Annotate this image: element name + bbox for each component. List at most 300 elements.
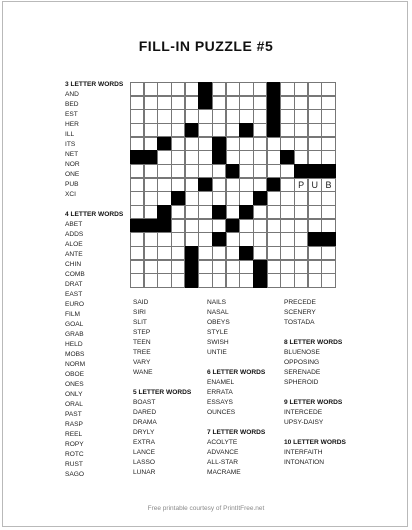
word-list-item: EAST <box>65 291 83 298</box>
grid-cell-black <box>308 164 322 178</box>
grid-cell[interactable] <box>130 246 144 260</box>
grid-cell[interactable] <box>144 96 158 110</box>
word-list-column-3 <box>207 298 265 478</box>
word-list-item: HER <box>65 121 79 128</box>
grid-cell[interactable] <box>226 150 240 164</box>
grid-cell[interactable] <box>171 109 185 123</box>
grid-cell[interactable] <box>267 260 281 274</box>
grid-cell[interactable] <box>226 109 240 123</box>
list-spacer <box>207 358 265 368</box>
grid-cell[interactable] <box>212 96 226 110</box>
grid-cell[interactable] <box>308 246 322 260</box>
grid-cell[interactable] <box>308 82 322 96</box>
grid-cell-black <box>212 150 226 164</box>
grid-cell[interactable] <box>198 205 212 219</box>
grid-cell[interactable] <box>157 109 171 123</box>
grid-cell-black <box>267 96 281 110</box>
word-list-item: OPPOSING <box>284 359 320 366</box>
grid-cell[interactable] <box>144 109 158 123</box>
grid-cell-black <box>198 82 212 96</box>
word-list-item: HELD <box>65 341 83 348</box>
grid-cell[interactable] <box>308 260 322 274</box>
word-list-item: ADDS <box>65 231 84 238</box>
grid-cell-black <box>171 191 185 205</box>
grid-cell[interactable] <box>239 164 253 178</box>
grid-cell[interactable] <box>198 109 212 123</box>
grid-cell[interactable] <box>267 246 281 260</box>
grid-cell[interactable] <box>294 219 308 233</box>
grid-cell-black <box>130 150 144 164</box>
grid-cell[interactable] <box>144 123 158 137</box>
grid-cell[interactable] <box>130 232 144 246</box>
list-spacer <box>284 328 346 338</box>
word-list-item: WANE <box>133 369 153 376</box>
word-list-item: BLUENOSE <box>284 349 320 356</box>
grid-cell[interactable] <box>130 164 144 178</box>
grid-cell[interactable] <box>280 260 294 274</box>
word-list-item: COMB <box>65 271 85 278</box>
grid-cell[interactable] <box>144 178 158 192</box>
grid-cell[interactable] <box>144 205 158 219</box>
grid-cell[interactable] <box>198 191 212 205</box>
word-list-item: ERRATA <box>207 389 233 396</box>
grid-cell[interactable] <box>185 96 199 110</box>
grid-cell[interactable] <box>157 82 171 96</box>
word-list-item: SLIT <box>133 319 147 326</box>
grid-cell[interactable] <box>294 260 308 274</box>
grid-cell[interactable] <box>185 109 199 123</box>
word-list-column-4 <box>284 298 346 468</box>
grid-cell[interactable] <box>157 191 171 205</box>
grid-cell[interactable] <box>267 164 281 178</box>
grid-cell[interactable] <box>171 150 185 164</box>
grid-cell[interactable] <box>185 191 199 205</box>
grid-cell[interactable] <box>212 123 226 137</box>
grid-cell[interactable] <box>239 82 253 96</box>
grid-cell-black <box>226 164 240 178</box>
word-length-heading: 7 LETTER WORDS <box>207 429 266 436</box>
grid-cell[interactable] <box>171 137 185 151</box>
grid-cell[interactable] <box>321 246 335 260</box>
word-length-heading: 8 LETTER WORDS <box>284 339 343 346</box>
grid-cell[interactable] <box>212 191 226 205</box>
grid-cell[interactable] <box>294 191 308 205</box>
grid-cell[interactable] <box>144 164 158 178</box>
grid-cell[interactable] <box>198 246 212 260</box>
word-list-item: ORAL <box>65 401 83 408</box>
word-list-item: SPHEROID <box>284 379 319 386</box>
grid-cell-black <box>144 219 158 233</box>
grid-cell[interactable] <box>212 82 226 96</box>
word-length-heading: 5 LETTER WORDS <box>133 389 192 396</box>
grid-cell[interactable] <box>280 109 294 123</box>
grid-cell[interactable] <box>198 164 212 178</box>
grid-cell[interactable] <box>253 246 267 260</box>
grid-cell[interactable] <box>130 109 144 123</box>
grid-cell-black <box>253 191 267 205</box>
grid-cell[interactable] <box>212 109 226 123</box>
grid-cell[interactable] <box>130 137 144 151</box>
grid-cell[interactable] <box>253 205 267 219</box>
grid-cell[interactable] <box>239 260 253 274</box>
grid-cell[interactable] <box>185 232 199 246</box>
grid-cell[interactable] <box>144 191 158 205</box>
grid-cell[interactable] <box>239 109 253 123</box>
word-list-item: ACOLYTE <box>207 439 238 446</box>
grid-cell[interactable] <box>185 205 199 219</box>
grid-cell-black <box>239 123 253 137</box>
grid-cell[interactable] <box>308 205 322 219</box>
grid-cell[interactable] <box>198 123 212 137</box>
grid-cell-black <box>267 178 281 192</box>
grid-cell[interactable] <box>321 150 335 164</box>
grid-cell-black <box>144 150 158 164</box>
grid-cell[interactable] <box>294 178 308 192</box>
word-list-item: SIRI <box>133 309 146 316</box>
word-list-item: GRAB <box>65 331 84 338</box>
grid-cell[interactable] <box>267 273 281 287</box>
grid-cell[interactable] <box>267 232 281 246</box>
grid-cell-letter: B <box>325 179 332 190</box>
grid-cell[interactable] <box>130 273 144 287</box>
grid-cell[interactable] <box>308 123 322 137</box>
grid-cell[interactable] <box>280 137 294 151</box>
grid-cell[interactable] <box>239 219 253 233</box>
grid-cell[interactable] <box>157 260 171 274</box>
grid-cell[interactable] <box>321 205 335 219</box>
grid-cell[interactable] <box>212 219 226 233</box>
grid-cell[interactable] <box>198 260 212 274</box>
grid-cell[interactable] <box>144 232 158 246</box>
grid-cell[interactable] <box>280 191 294 205</box>
grid-cell[interactable] <box>253 232 267 246</box>
grid-cell[interactable] <box>226 96 240 110</box>
grid-cell[interactable] <box>144 246 158 260</box>
grid-cell-black <box>212 232 226 246</box>
grid-cell[interactable] <box>321 82 335 96</box>
word-list-item: DARED <box>133 409 157 416</box>
grid-cell-black <box>226 219 240 233</box>
word-length-heading: 6 LETTER WORDS <box>207 369 266 376</box>
grid-cell-letter: P <box>298 179 305 190</box>
grid-cell[interactable] <box>198 150 212 164</box>
grid-cell[interactable] <box>226 178 240 192</box>
grid-cell[interactable] <box>212 178 226 192</box>
grid-cell-letter: U <box>311 179 319 190</box>
grid-cell[interactable] <box>157 164 171 178</box>
grid-cell[interactable] <box>226 123 240 137</box>
grid-cell[interactable] <box>226 246 240 260</box>
grid-cell[interactable] <box>157 246 171 260</box>
word-list-item: TREE <box>133 349 151 356</box>
word-list-item: LUNAR <box>133 469 156 476</box>
grid-cell[interactable] <box>130 178 144 192</box>
word-list-item: STYLE <box>207 329 228 336</box>
word-list-column-1 <box>65 80 123 480</box>
grid-cell[interactable] <box>171 205 185 219</box>
grid-cell-black <box>294 164 308 178</box>
grid-cell[interactable] <box>171 260 185 274</box>
grid-cell[interactable] <box>185 219 199 233</box>
word-list-item: DRAMA <box>133 419 157 426</box>
grid-cell[interactable] <box>294 150 308 164</box>
grid-cell[interactable] <box>321 219 335 233</box>
grid-cell-black <box>185 246 199 260</box>
word-list-item: INTERFAITH <box>284 449 323 456</box>
grid-cell[interactable] <box>171 164 185 178</box>
grid-cell[interactable] <box>308 150 322 164</box>
grid-cell-black <box>157 137 171 151</box>
grid-cell[interactable] <box>226 273 240 287</box>
word-list-item: MACRAME <box>207 469 241 476</box>
crossword-grid <box>130 82 335 287</box>
word-list-item: ONLY <box>65 391 83 398</box>
grid-cell[interactable] <box>280 219 294 233</box>
grid-cell[interactable] <box>294 205 308 219</box>
word-list-item: AND <box>65 91 79 98</box>
grid-cell[interactable] <box>239 191 253 205</box>
word-list-item: NAILS <box>207 299 227 306</box>
word-list-item: OBOE <box>65 371 85 378</box>
grid-cell[interactable] <box>198 273 212 287</box>
word-list-item: NOR <box>65 161 80 168</box>
grid-cell[interactable] <box>198 232 212 246</box>
grid-cell[interactable] <box>280 82 294 96</box>
grid-cell-black <box>267 82 281 96</box>
grid-cell[interactable] <box>321 137 335 151</box>
grid-cell[interactable] <box>321 273 335 287</box>
word-list-item: NET <box>65 151 79 158</box>
word-list-item: ILL <box>65 131 75 138</box>
word-list-item: ROPY <box>65 441 84 448</box>
grid-cell[interactable] <box>253 164 267 178</box>
grid-cell[interactable] <box>185 178 199 192</box>
list-spacer <box>284 388 346 398</box>
grid-cell[interactable] <box>280 273 294 287</box>
list-spacer <box>65 200 123 210</box>
word-list-item: INTONATION <box>284 459 325 466</box>
grid-cell[interactable] <box>239 232 253 246</box>
word-list-item: RUST <box>65 461 83 468</box>
footer-credit: Free printable courtesy of PrintItFree.net <box>147 505 265 512</box>
grid-cell[interactable] <box>267 205 281 219</box>
grid-cell[interactable] <box>144 273 158 287</box>
grid-cell[interactable] <box>226 232 240 246</box>
grid-cell[interactable] <box>321 260 335 274</box>
grid-cell-black <box>185 260 199 274</box>
grid-cell[interactable] <box>226 260 240 274</box>
grid-cell[interactable] <box>253 137 267 151</box>
grid-cell-black <box>185 273 199 287</box>
grid-cell-black <box>267 123 281 137</box>
grid-cell[interactable] <box>253 150 267 164</box>
page-title: FILL-IN PUZZLE #5 <box>138 38 274 54</box>
word-list-item: INTERCEDE <box>284 409 323 416</box>
word-list-item: CHIN <box>65 261 82 268</box>
word-list-item: BOAST <box>133 399 156 406</box>
grid-cell-black <box>321 164 335 178</box>
grid-cell[interactable] <box>294 82 308 96</box>
grid-cell[interactable] <box>253 178 267 192</box>
list-spacer <box>207 418 265 428</box>
grid-cell[interactable] <box>171 246 185 260</box>
grid-cell[interactable] <box>212 164 226 178</box>
word-list-item: ANTE <box>65 251 83 258</box>
grid-cell[interactable] <box>267 137 281 151</box>
grid-cell-black <box>253 273 267 287</box>
grid-cell[interactable] <box>294 232 308 246</box>
grid-cell[interactable] <box>294 109 308 123</box>
grid-cell[interactable] <box>130 96 144 110</box>
word-length-heading: 4 LETTER WORDS <box>65 211 124 218</box>
grid-cell-black <box>253 260 267 274</box>
word-list-item: OBEYS <box>207 319 230 326</box>
grid-cell[interactable] <box>171 219 185 233</box>
grid-cell[interactable] <box>294 273 308 287</box>
word-list-item: ITS <box>65 141 76 148</box>
grid-cell[interactable] <box>185 82 199 96</box>
grid-cell[interactable] <box>321 191 335 205</box>
grid-cell[interactable] <box>171 178 185 192</box>
grid-cell-black <box>321 232 335 246</box>
grid-cell[interactable] <box>239 137 253 151</box>
grid-cell[interactable] <box>157 232 171 246</box>
grid-cell[interactable] <box>171 96 185 110</box>
grid-cell-black <box>185 123 199 137</box>
grid-cell[interactable] <box>280 205 294 219</box>
grid-cell[interactable] <box>130 260 144 274</box>
grid-cell[interactable] <box>171 123 185 137</box>
word-list-item: LANCE <box>133 449 155 456</box>
grid-cell[interactable] <box>308 137 322 151</box>
grid-cell-black <box>198 96 212 110</box>
grid-cell[interactable] <box>226 137 240 151</box>
grid-cell[interactable] <box>294 246 308 260</box>
grid-cell[interactable] <box>280 246 294 260</box>
word-list-item: EST <box>65 111 78 118</box>
grid-cell-black <box>280 150 294 164</box>
grid-cell[interactable] <box>308 178 322 192</box>
grid-cell[interactable] <box>185 164 199 178</box>
word-list-item: DRYLY <box>133 429 155 436</box>
grid-cell[interactable] <box>280 232 294 246</box>
grid-cell[interactable] <box>212 246 226 260</box>
grid-cell[interactable] <box>157 96 171 110</box>
word-list-item: PAST <box>65 411 82 418</box>
grid-cell[interactable] <box>198 219 212 233</box>
grid-cell[interactable] <box>321 178 335 192</box>
grid-cell[interactable] <box>212 260 226 274</box>
word-list-item: EXTRA <box>133 439 155 446</box>
grid-cell[interactable] <box>239 273 253 287</box>
grid-cell[interactable] <box>294 123 308 137</box>
word-list-item: SERENADE <box>284 369 321 376</box>
grid-cell[interactable] <box>185 150 199 164</box>
grid-cell[interactable] <box>130 82 144 96</box>
grid-cell[interactable] <box>144 137 158 151</box>
word-list-item: SAGO <box>65 471 85 478</box>
grid-cell[interactable] <box>144 260 158 274</box>
grid-cell[interactable] <box>308 109 322 123</box>
grid-cell[interactable] <box>171 273 185 287</box>
word-list-item: ONES <box>65 381 84 388</box>
word-list-item: UPSY-DAISY <box>284 419 324 426</box>
word-list-item: DRAT <box>65 281 83 288</box>
grid-cell[interactable] <box>198 137 212 151</box>
grid-cell-black <box>157 205 171 219</box>
grid-cell[interactable] <box>185 137 199 151</box>
word-list-item: STEP <box>133 329 151 336</box>
word-list-item: RASP <box>65 421 83 428</box>
grid-cell[interactable] <box>321 96 335 110</box>
grid-cell[interactable] <box>308 96 322 110</box>
grid-cell[interactable] <box>280 178 294 192</box>
word-list-item: GOAL <box>65 321 84 328</box>
grid-cell[interactable] <box>171 232 185 246</box>
grid-cell[interactable] <box>226 205 240 219</box>
grid-cell[interactable] <box>253 109 267 123</box>
grid-cell[interactable] <box>130 123 144 137</box>
grid-cell-black <box>130 219 144 233</box>
grid-cell[interactable] <box>321 123 335 137</box>
grid-cell[interactable] <box>253 82 267 96</box>
grid-cell[interactable] <box>226 82 240 96</box>
grid-cell-black <box>157 219 171 233</box>
grid-cell[interactable] <box>308 191 322 205</box>
grid-cell-black <box>239 246 253 260</box>
list-spacer <box>284 428 346 438</box>
grid-cell[interactable] <box>253 123 267 137</box>
grid-cell[interactable] <box>239 96 253 110</box>
grid-cell[interactable] <box>308 219 322 233</box>
grid-cell[interactable] <box>280 123 294 137</box>
word-list-item: LASSO <box>133 459 155 466</box>
grid-cell[interactable] <box>157 123 171 137</box>
grid-cell[interactable] <box>212 273 226 287</box>
word-list-item: XCI <box>65 191 76 198</box>
grid-cell[interactable] <box>267 191 281 205</box>
grid-cell[interactable] <box>239 150 253 164</box>
grid-cell[interactable] <box>321 109 335 123</box>
grid-cell[interactable] <box>157 273 171 287</box>
word-list-item: SCENERY <box>284 309 316 316</box>
grid-cell[interactable] <box>144 82 158 96</box>
grid-cell[interactable] <box>280 164 294 178</box>
grid-cell[interactable] <box>157 150 171 164</box>
grid-cell[interactable] <box>280 96 294 110</box>
grid-cell[interactable] <box>130 205 144 219</box>
grid-cell[interactable] <box>171 82 185 96</box>
word-length-heading: 3 LETTER WORDS <box>65 81 124 88</box>
grid-cell[interactable] <box>294 96 308 110</box>
grid-cell[interactable] <box>267 150 281 164</box>
word-list-item: MOBS <box>65 351 85 358</box>
grid-cell-black <box>212 137 226 151</box>
word-list-item: ALOE <box>65 241 83 248</box>
grid-cell[interactable] <box>253 96 267 110</box>
grid-cell[interactable] <box>294 137 308 151</box>
grid-cell[interactable] <box>253 219 267 233</box>
grid-cell[interactable] <box>130 191 144 205</box>
word-list-item: FILM <box>65 311 81 318</box>
grid-cell[interactable] <box>308 273 322 287</box>
grid-cell[interactable] <box>239 178 253 192</box>
grid-cell[interactable] <box>226 191 240 205</box>
grid-cell[interactable] <box>267 219 281 233</box>
grid-cell[interactable] <box>157 178 171 192</box>
word-list-item: BED <box>65 101 79 108</box>
word-list-item: ROTC <box>65 451 84 458</box>
